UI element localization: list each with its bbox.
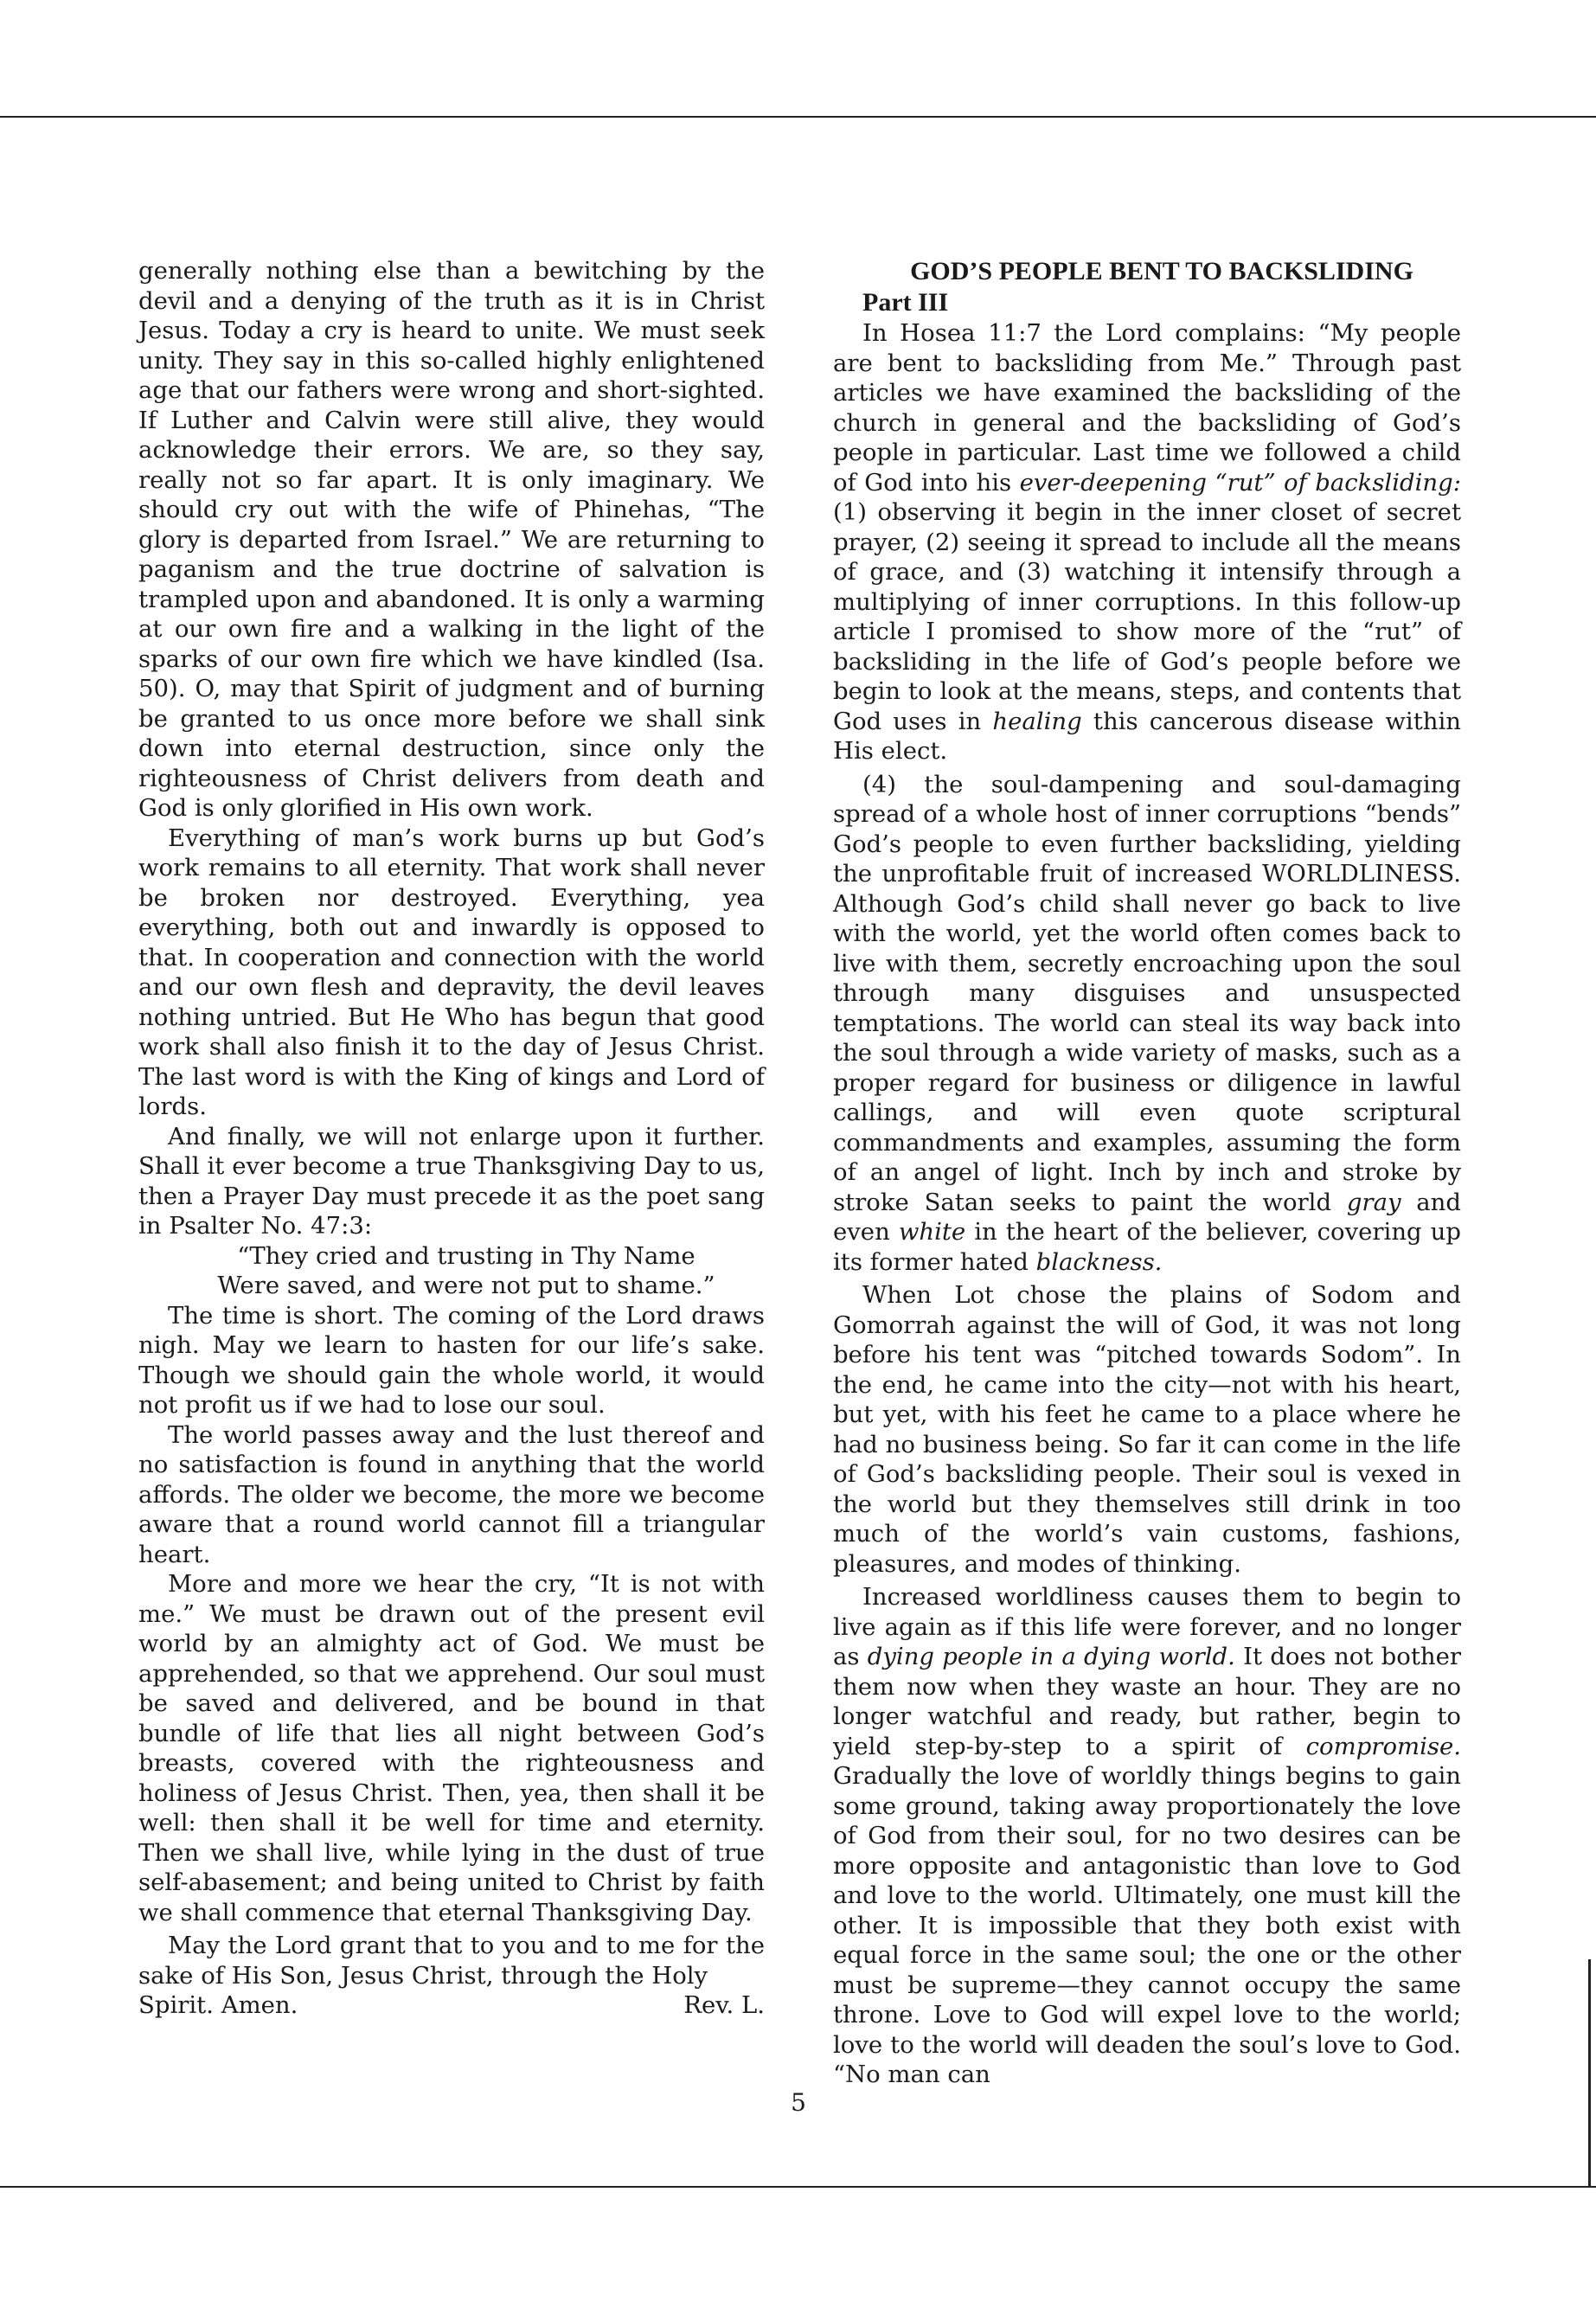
paragraph: generally nothing else than a bewitching by the devil and a denying of the truth as it is in Christ Jesus. Today a cry is heard to unite. We must seek unity. They say in this so-called highly enlightened age that our fathers were wrong and short-sighted. If Luther and Calvin were still alive, they would acknowledge their errors. We are, so they say, really not so far apart. It is only imaginary. We should cry out with the wife of Phinehas, “The glory is departed from Israel.” We are returning to paganism and the true doctrine of salvation is trampled upon and abandoned. It is only a warming at our own fire and a walking in the light of the sparks of our own fire which we have kindled (Isa. 50). O, may that Spirit of judgment and of burning be granted to us once more before we shall sink down into eternal destruction, since only the righteousness of Christ delivers from death and God is only glorified in His own work. <box>138 257 765 822</box>
verse-line: Were saved, and were not put to shame.” <box>217 1272 715 1299</box>
article-part: Part III <box>862 288 949 317</box>
closing-signature-row <box>138 1990 765 2021</box>
verse-line: “They cried and trusting in Thy Name <box>237 1241 695 1270</box>
paragraph: And finally, we will not enlarge upon it further. Shall it ever become a true Thanksgiving Day to us, then a Prayer Day must precede it as the poet sang in Psalter No. 47:3: <box>138 1122 765 1240</box>
paragraph: In Hosea 11:7 the Lord complains: “My people are bent to backsliding from Me.” Through past articles we have examined the backsliding of the church in general and the backsliding of God’s people in particular. Last time we followed a child of God into his ever-deepening “rut” of backsliding: (1) observing it begin in the inner closet of secret prayer, (2) seeing it spread to include all the means of grace, and (3) watching it intensify through a multiplying of inner corruptions. In this follow-up article I promised to show more of the “rut” of backsliding in the life of God’s people before we begin to look at the means, steps, and contents that God uses in healing this cancerous disease within His elect. <box>833 319 1461 765</box>
closing-paragraph: May the Lord grant that to you and to me for the sake of His Son, Jesus Christ, through the Holy <box>138 1932 765 1990</box>
paragraph: More and more we hear the cry, “It is not with me.” We must be drawn out of the present evil world by an almighty act of God. We must be apprehended, so that we apprehend. Our soul must be saved and delivered, and be bound in that bundle of life that lies all night between God’s breasts, covered with the righteousness and holiness of Jesus Christ. Then, yea, then shall it be well: then shall it be well for time and eternity. Then we shall live, while lying in the dust of true self-abasement; and being united to Christ by faith we shall commence that eternal Thanksgiving Day. <box>138 1570 765 1926</box>
author-signature: Rev. L. <box>683 1991 765 2019</box>
right-edge-rule <box>1588 1959 1591 2186</box>
right-column <box>833 256 1461 2090</box>
page-number: 5 <box>791 2088 806 2117</box>
closing-last-line: Spirit. Amen. <box>138 1991 298 2019</box>
paragraph: (4) the soul-dampening and soul-damaging spread of a whole host of inner corruptions “bends” God’s people to even further backsliding, yielding the unprofitable fruit of increased WORLDLINESS. Although God’s child shall never go back to live with the world, yet the world often comes back to live with them, secretly encroaching upon the soul through many disguises and unsuspected temptations. The world can steal its way back into the soul through a wide variety of masks, such as a proper regard for business or diligence in lawful callings, and will even quote scriptural commandments and examples, assuming the form of an angel of light. Inch by inch and stroke by stroke Satan seeks to paint the world gray and even white in the heart of the believer, covering up its former hated blackness. <box>833 770 1461 1276</box>
left-column <box>138 256 765 2021</box>
bottom-rule <box>0 2186 1596 2188</box>
paragraph: The world passes away and the lust thereof and no satisfaction is found in anything that the world affords. The older we become, the more we become aware that a round world cannot fill a triangular heart. <box>138 1420 765 1568</box>
paragraph: Increased worldliness causes them to begin to live again as if this life were forever, and no longer as dying people in a dying world. It does not bother them now when they waste an hour. They are no longer watchful and ready, but rather, begin to yield step-by-step to a spirit of compromise. Gradually the love of worldly things begins to gain some ground, taking away proportionately the love of God from their soul, for no two desires can be more opposite and antagonistic than love to God and love to the world. Ultimately, one must kill the other. It is impossible that they both exist with equal force in the same soul; the one or the other must be supreme—they cannot occupy the same throne. Love to God will expel love to the world; love to the world will deaden the soul’s love to God. “No man can <box>833 1583 1461 2088</box>
paragraph: The time is short. The coming of the Lord draws nigh. May we learn to hasten for our life’s sake. Though we should gain the whole world, it would not profit us if we had to lose our soul. <box>138 1301 765 1419</box>
top-rule <box>0 116 1596 118</box>
paragraph: When Lot chose the plains of Sodom and Gomorrah against the will of God, it was not long before his tent was “pitched towards Sodom”. In the end, he came into the city—not with his heart, but yet, with his feet he came to a place where he had no business being. So far it can come in the life of God’s backsliding people. Their soul is vexed in the world but they themselves still drink in too much of the world’s vain customs, fashions, pleasures, and modes of thinking. <box>833 1281 1461 1578</box>
paragraph: Everything of man’s work burns up but God’s work remains to all eternity. That work shall never be broken nor destroyed. Everything, yea everything, both out and inwardly is opposed to that. In cooperation and connection with the world and our own flesh and depravity, the devil leaves nothing untried. But He Who has begun that good work shall also finish it to the day of Jesus Christ. The last word is with the King of kings and Lord of lords. <box>138 824 765 1120</box>
article-title: GOD’S PEOPLE BENT TO BACKSLIDING <box>910 257 1413 285</box>
